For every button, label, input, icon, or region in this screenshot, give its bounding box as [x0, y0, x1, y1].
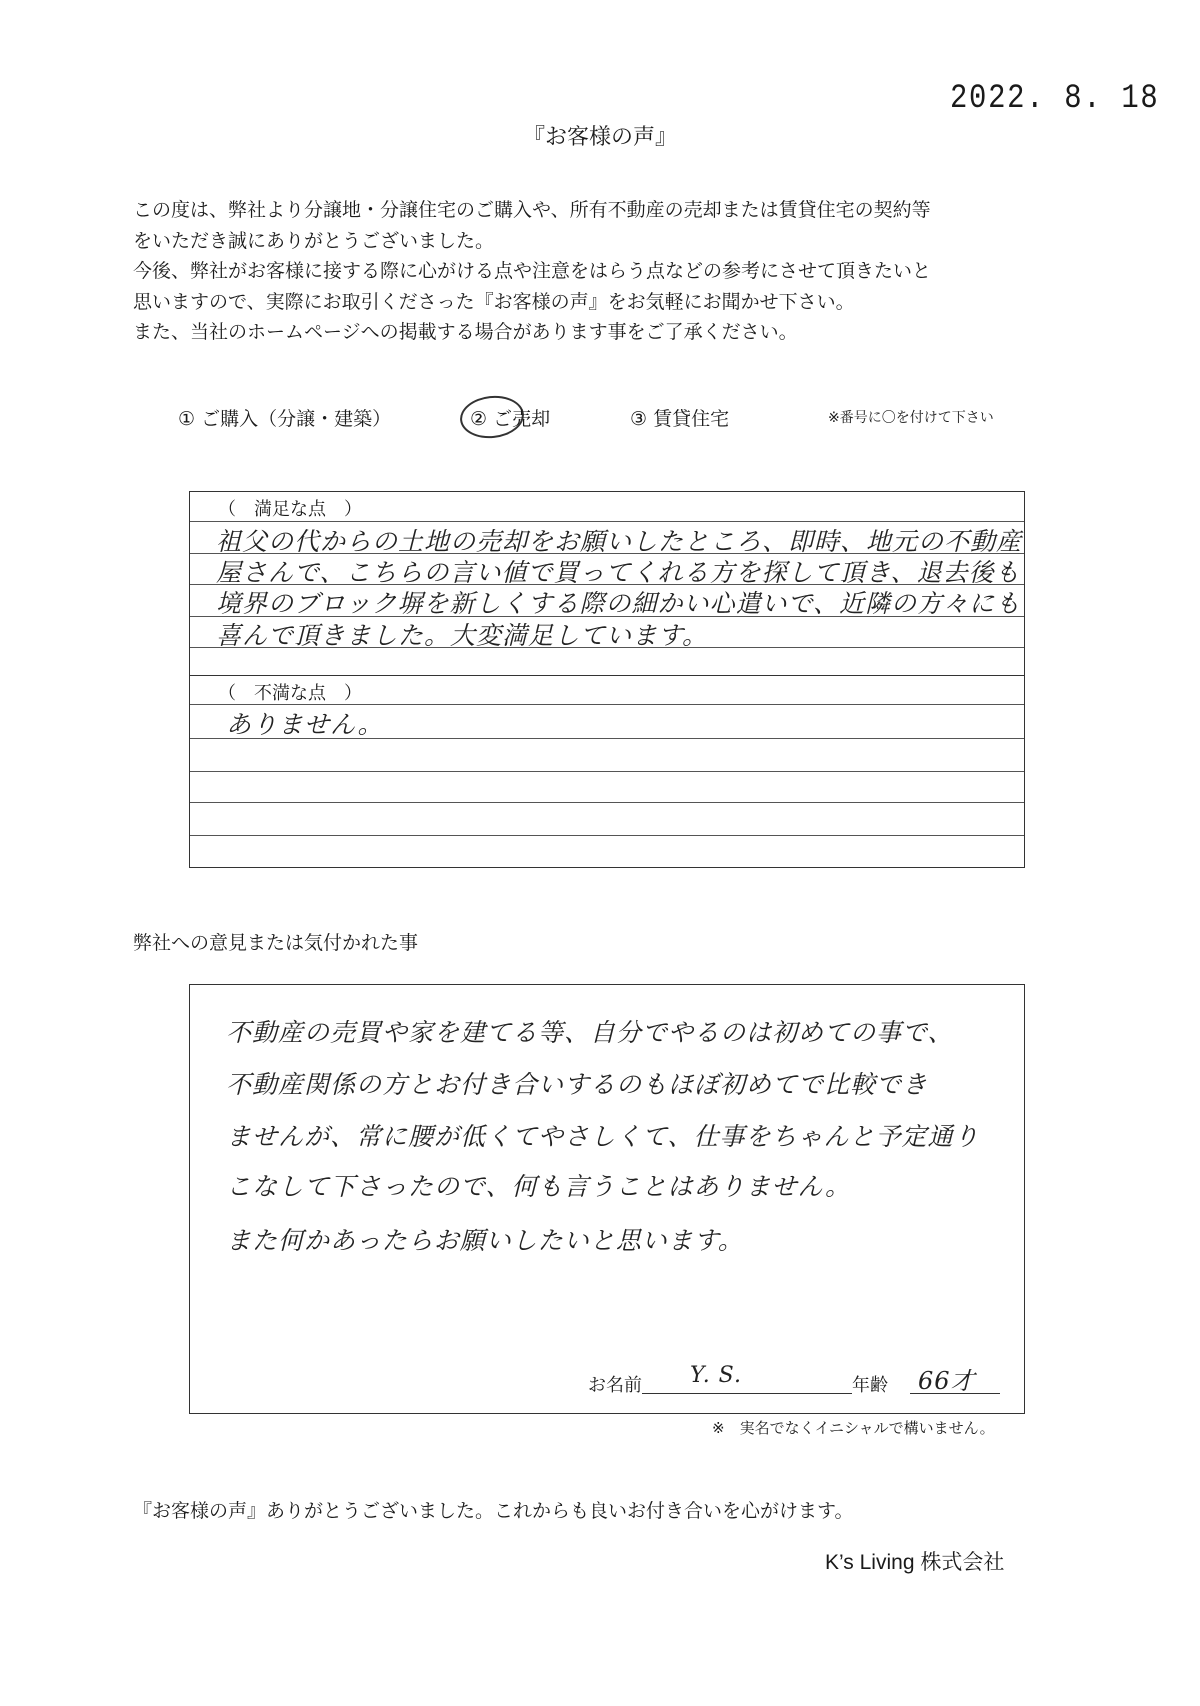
intro-line: また、当社のホームページへの掲載する場合があります事をご了承ください。 — [133, 321, 798, 343]
option-rental[interactable]: ③ 賃貸住宅 — [630, 408, 730, 430]
form-date: 2022. 8. 18 — [950, 80, 1160, 118]
comments-box — [189, 984, 1025, 1414]
name-field[interactable] — [642, 1393, 852, 1394]
intro-line: 今後、弊社がお客様に接する際に心がける点や注意をはらう点などの参考にさせて頂きたいと — [133, 260, 932, 282]
intro-line: をいただき誠にありがとうございました。 — [133, 229, 495, 252]
initials-note: ※ 実名でなくイニシャルで構いません。 — [712, 1419, 995, 1437]
comment-line: また何かあったらお願いしたいと思います。 — [226, 1226, 744, 1255]
comments-section-label: 弊社への意見または気付かれた事 — [133, 932, 419, 954]
satisfied-line: 喜んで頂きました。大変満足しています。 — [216, 621, 709, 650]
age-label: 年齢 — [852, 1375, 888, 1396]
intro-line: この度は、弊社より分譲地・分譲住宅のご購入や、所有不動産の売却または賃貸住宅の契約等 — [133, 199, 931, 221]
company-name: K’s Living 株式会社 — [825, 1551, 1005, 1574]
comment-line: 不動産の売買や家を建てる等、自分でやるのは初めての事で、 — [226, 1018, 954, 1047]
intro-text — [133, 195, 1093, 348]
unsatisfied-line: ありません。 — [226, 710, 384, 739]
feedback-box — [189, 491, 1025, 868]
comment-line: 不動産関係の方とお付き合いするのもほぼ初めてで比較でき — [226, 1070, 929, 1099]
satisfied-label: （ 満足な点 ） — [218, 499, 362, 520]
intro-line: 思いますので、実際にお取引くださった『お客様の声』をお気軽にお聞かせ下さい。 — [133, 290, 855, 313]
satisfied-line: 境界のブロック塀を新しくする際の細かい心遣いで、近隣の方々にも — [216, 589, 1022, 618]
transaction-type-options — [0, 404, 1200, 444]
satisfied-line: 屋さんで、こちらの言い値で買ってくれる方を探して頂き、退去後も — [216, 558, 1021, 587]
options-note: ※番号に〇を付けて下さい — [828, 410, 994, 426]
form-title: 『お客様の声』 — [522, 125, 677, 150]
option-sale[interactable]: ② ご売却 — [470, 408, 551, 430]
age-field[interactable] — [910, 1393, 1000, 1394]
comment-line: ませんが、常に腰が低くてやさしくて、仕事をちゃんと予定通り — [226, 1122, 980, 1151]
unsatisfied-label: （ 不満な点 ） — [218, 683, 362, 704]
comment-line: こなして下さったので、何も言うことはありません。 — [226, 1172, 852, 1201]
name-value: Y. S. — [690, 1363, 742, 1388]
name-label: お名前 — [588, 1375, 642, 1396]
option-purchase[interactable]: ① ご購入（分譲・建築） — [178, 408, 392, 430]
age-value: 66才 — [918, 1367, 976, 1395]
satisfied-line: 祖父の代からの土地の売却をお願いしたところ、即時、地元の不動産 — [216, 527, 1023, 556]
thank-you-message: 『お客様の声』ありがとうございました。これからも良いお付き合いを心がけます。 — [133, 1500, 854, 1522]
